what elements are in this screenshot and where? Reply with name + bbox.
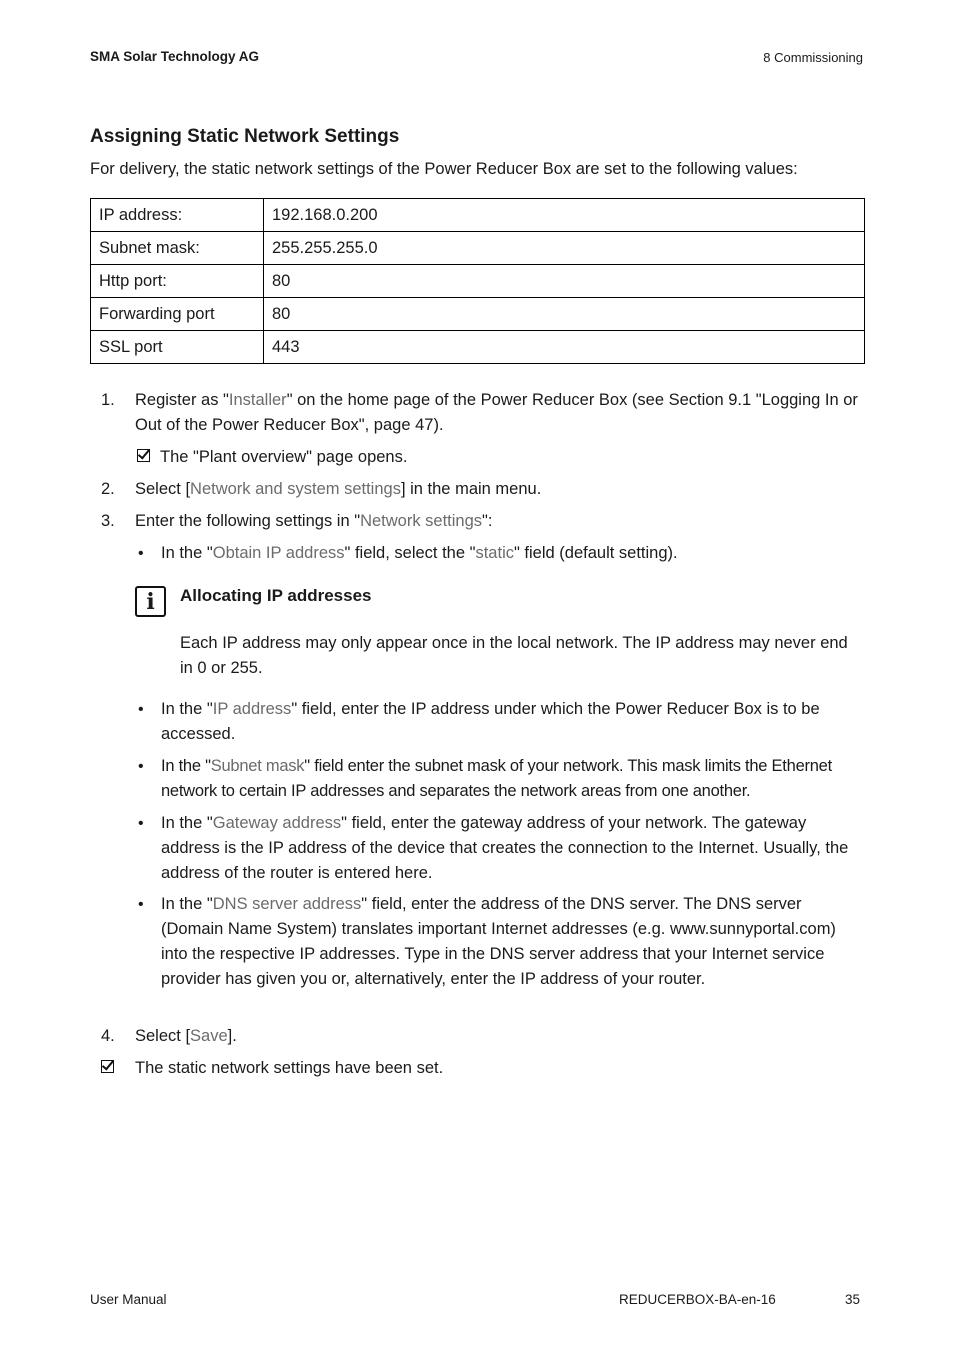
ui-term: Save [190, 1027, 228, 1045]
bullet-text-pre: In the " [161, 757, 211, 775]
step-1-text [135, 388, 863, 438]
bullet-text-pre: In the " [161, 895, 213, 913]
bullet-icon: • [138, 815, 144, 832]
bullet-1-text [161, 541, 678, 566]
step-text-pre: Select [ [135, 480, 191, 498]
footer-doc-id: REDUCERBOX-BA-en-16 [619, 1292, 776, 1307]
bullet-text-pre: In the " [161, 700, 213, 718]
step-text-post: " on the home page of the Power Reducer Box (see Section 9.1 "Logging In or Out of the Power Reducer Box", page 47). [135, 391, 858, 434]
checkmark-icon [137, 449, 150, 462]
bullet-text-pre: In the " [161, 544, 213, 562]
bullet-text-post: " field enter the subnet mask of your network. This mask limits the Ethernet network to certain IP addresses and separates the network areas from one another. [161, 757, 832, 800]
ui-term: DNS server address [212, 895, 362, 913]
step-text-post: ] in the main menu. [400, 480, 542, 498]
bullet-4-text [161, 811, 863, 886]
table-value: 443 [264, 331, 865, 364]
bullet-text-mid: " field, select the " [344, 544, 476, 562]
step-text-pre: Enter the following settings in " [135, 512, 361, 530]
step-1-result: The "Plant overview" page opens. [160, 448, 408, 466]
step-number: 4. [101, 1027, 115, 1045]
table-key: IP address: [91, 199, 264, 232]
bullet-icon: • [138, 701, 144, 718]
step-3-text [135, 509, 492, 534]
table-value: 80 [264, 265, 865, 298]
ui-term: Network settings [360, 512, 483, 530]
table-key: Http port: [91, 265, 264, 298]
bullet-text-post: " field, enter the address of the DNS server. The DNS server (Domain Name System) translates important Internet addresses (e.g. www.sunnyportal.com) into the respective IP addresses. Type in the DNS server address that your Internet service provider has given you or, alternatively, enter the IP address of your router. [161, 895, 836, 988]
table-key: Forwarding port [91, 298, 264, 331]
final-result: The static network settings have been set. [135, 1059, 444, 1077]
step-4-text [135, 1024, 237, 1049]
footer-manual: User Manual [90, 1292, 167, 1307]
page-number: 35 [845, 1292, 861, 1307]
table-value: 192.168.0.200 [264, 199, 865, 232]
step-text-post: ": [482, 512, 493, 530]
ui-term: Gateway address [212, 814, 342, 832]
ui-term: Network and system settings [190, 480, 401, 498]
ui-term: Obtain IP address [212, 544, 345, 562]
table-row [91, 199, 865, 232]
info-text: Each IP address may only appear once in the local network. The IP address may never end in 0 or 255. [180, 634, 848, 677]
ui-term: Subnet mask [210, 757, 305, 775]
step-text-pre: Register as " [135, 391, 229, 409]
ui-term: IP address [212, 700, 292, 718]
bullet-text-post: " field (default setting). [513, 544, 678, 562]
bullet-icon: • [138, 896, 144, 913]
table-row [91, 232, 865, 265]
header-section: 8 Commissioning [763, 50, 863, 65]
bullet-3-text [161, 754, 863, 804]
table-key: SSL port [91, 331, 264, 364]
bullet-icon: • [138, 545, 144, 562]
step-text-pre: Select [ [135, 1027, 191, 1045]
table-row [91, 265, 865, 298]
section-heading: Assigning Static Network Settings [90, 126, 400, 147]
bullet-icon: • [138, 758, 144, 775]
info-icon: i [135, 586, 166, 617]
step-number: 3. [101, 512, 115, 530]
bullet-text-pre: In the " [161, 814, 213, 832]
step-number: 2. [101, 480, 115, 498]
table-row [91, 331, 865, 364]
table-key: Subnet mask: [91, 232, 264, 265]
bullet-text-post: " field, enter the gateway address of your network. The gateway address is the IP address of the device that creates the connection to the Internet. Usually, the address of the router is entered here. [161, 814, 849, 882]
header-company: SMA Solar Technology AG [90, 49, 260, 64]
bullet-text-post: " field, enter the IP address under which the Power Reducer Box is to be accessed. [161, 700, 820, 743]
bullet-2-text [161, 697, 863, 747]
ui-term: Installer [228, 391, 287, 409]
info-title: Allocating IP addresses [180, 586, 372, 605]
table-row [91, 298, 865, 331]
table-value: 255.255.255.0 [264, 232, 865, 265]
step-number: 1. [101, 391, 115, 409]
step-text-post: ]. [227, 1027, 237, 1045]
network-settings-table [90, 198, 865, 364]
ui-term: static [475, 544, 514, 562]
step-2-text [135, 477, 541, 502]
bullet-5-text [161, 892, 863, 992]
intro-text: For delivery, the static network settings of the Power Reducer Box are set to the following values: [90, 160, 798, 178]
table-value: 80 [264, 298, 865, 331]
checkmark-icon [101, 1060, 114, 1073]
